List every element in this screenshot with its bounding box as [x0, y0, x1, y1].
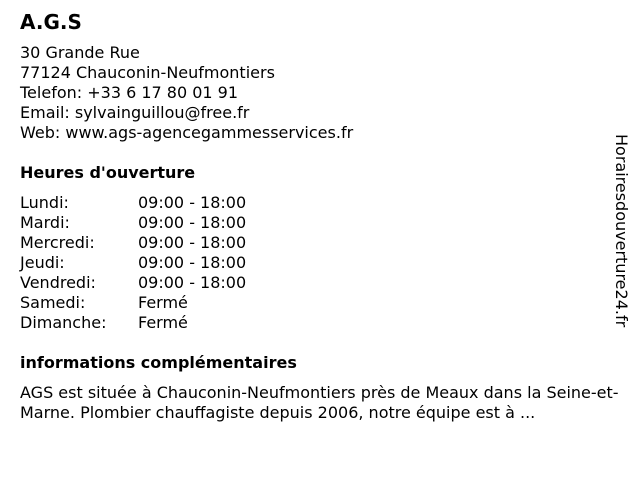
hours-heading: Heures d'ouverture	[20, 163, 196, 182]
day-hours: 09:00 - 18:00	[138, 233, 247, 252]
business-contact-block	[20, 43, 353, 143]
day-hours: 09:00 - 18:00	[138, 273, 247, 292]
day-label: Jeudi:	[20, 253, 65, 272]
web-line: Web: www.ags-agencegammesservices.fr	[20, 123, 354, 142]
day-hours: Fermé	[138, 313, 188, 332]
site-watermark: Horairesdouverture24.fr	[612, 134, 631, 328]
address-street: 30 Grande Rue	[20, 43, 140, 62]
day-hours: 09:00 - 18:00	[138, 193, 247, 212]
day-label: Samedi:	[20, 293, 86, 312]
day-hours: 09:00 - 18:00	[138, 213, 247, 232]
email-line: Email: sylvainguillou@free.fr	[20, 103, 250, 122]
business-name: A.G.S	[20, 10, 82, 34]
info-description: AGS est située à Chauconin-Neufmontiers près de Meaux dans la Seine-et-Marne. Plombier chauffagiste depuis 2006, notre équipe est à ...	[20, 383, 619, 422]
day-label: Lundi:	[20, 193, 69, 212]
day-hours: 09:00 - 18:00	[138, 253, 247, 272]
day-label: Dimanche:	[20, 313, 107, 332]
day-hours: Fermé	[138, 293, 188, 312]
day-label: Vendredi:	[20, 273, 96, 292]
address-city: 77124 Chauconin-Neufmontiers	[20, 63, 275, 82]
day-label: Mardi:	[20, 213, 70, 232]
info-heading: informations complémentaires	[20, 353, 297, 372]
day-label: Mercredi:	[20, 233, 95, 252]
phone-line: Telefon: +33 6 17 80 01 91	[20, 83, 239, 102]
